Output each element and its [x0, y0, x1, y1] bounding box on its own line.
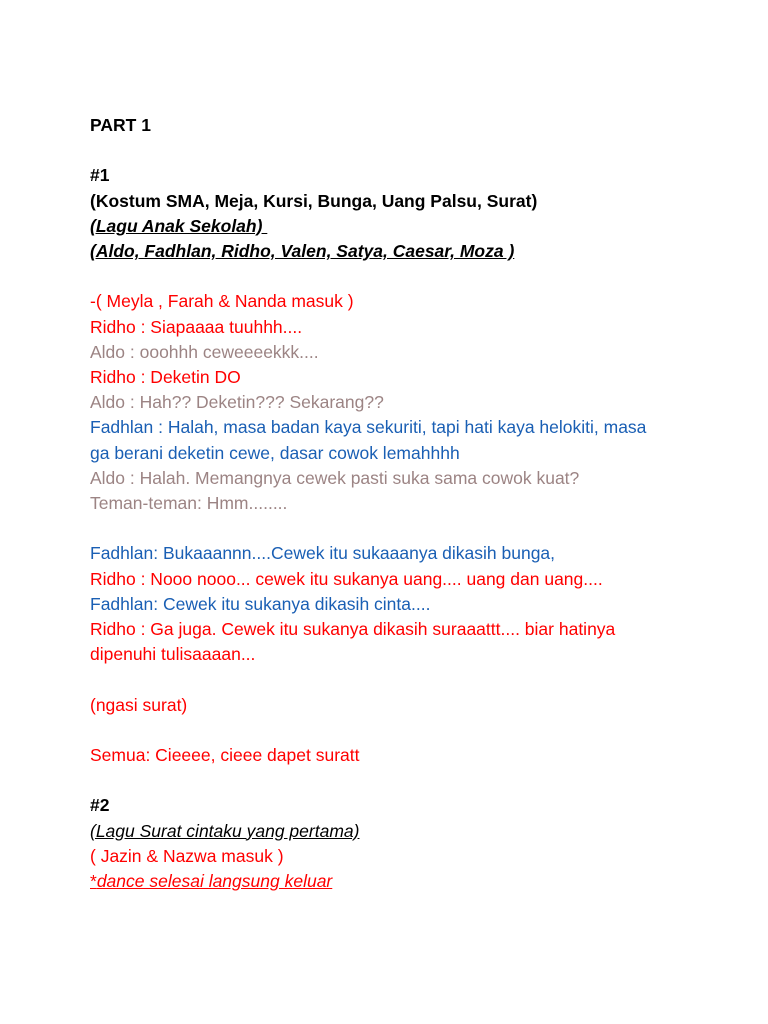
dialogue-fadhlan: Fadhlan : Halah, masa badan kaya sekuriti, tapi hati kaya helokiti, masa	[90, 417, 647, 438]
note-asterisk: *	[90, 871, 97, 891]
dialogue-ridho: Ridho : Siapaaaa tuuhhh....	[90, 316, 303, 337]
song-title: (Lagu Surat cintaku yang pertama)	[90, 820, 360, 841]
part-title: PART 1	[90, 115, 151, 135]
scene-number: #2	[90, 795, 110, 816]
blank-line	[90, 516, 690, 541]
blank-line	[90, 138, 690, 163]
dialogue-aldo: Aldo : ooohhh ceweeeekkk....	[90, 341, 319, 362]
note-text: dance selesai langsung keluar	[96, 871, 333, 891]
dialogue-ridho-cont: dipenuhi tulisaaaan...	[90, 644, 256, 665]
song-title: (Lagu Anak Sekolah)	[90, 215, 268, 236]
dialogue-aldo: Aldo : Hah?? Deketin??? Sekarang??	[90, 392, 384, 413]
dialogue-friends: Teman-teman: Hmm........	[90, 493, 288, 514]
dialogue-fadhlan: Fadhlan: Bukaaannn....Cewek itu sukaaanya dikasih bunga,	[90, 543, 556, 564]
dialogue-aldo: Aldo : Halah. Memangnya cewek pasti suka sama cowok kuat?	[90, 467, 580, 488]
dance-note	[90, 869, 690, 894]
stage-direction: -( Meyla , Farah & Nanda masuk )	[90, 291, 354, 312]
blank-line	[90, 768, 690, 793]
props-list: (Kostum SMA, Meja, Kursi, Bunga, Uang Palsu, Surat)	[90, 190, 538, 211]
blank-line	[90, 264, 690, 289]
dialogue-fadhlan-cont: ga berani deketin cewe, dasar cowok lemahhhh	[90, 442, 460, 463]
dialogue-ridho: Ridho : Ga juga. Cewek itu sukanya dikasih suraaattt.... biar hatinya	[90, 619, 616, 640]
dialogue-all: Semua: Cieeee, cieee dapet suratt	[90, 745, 360, 765]
scene-number: #1	[90, 165, 110, 186]
dialogue-ridho: Ridho : Nooo nooo... cewek itu sukanya uang.... uang dan uang....	[90, 568, 603, 589]
stage-direction: ( Jazin & Nazwa masuk )	[90, 845, 284, 866]
dialogue-ridho: Ridho : Deketin DO	[90, 367, 241, 387]
dialogue-fadhlan: Fadhlan: Cewek itu sukanya dikasih cinta....	[90, 593, 431, 614]
stage-direction: (ngasi surat)	[90, 694, 188, 715]
blank-line	[90, 667, 690, 692]
cast-list: (Aldo, Fadhlan, Ridho, Valen, Satya, Caesar, Moza )	[90, 241, 515, 261]
script-page	[90, 113, 690, 894]
blank-line	[90, 718, 690, 743]
